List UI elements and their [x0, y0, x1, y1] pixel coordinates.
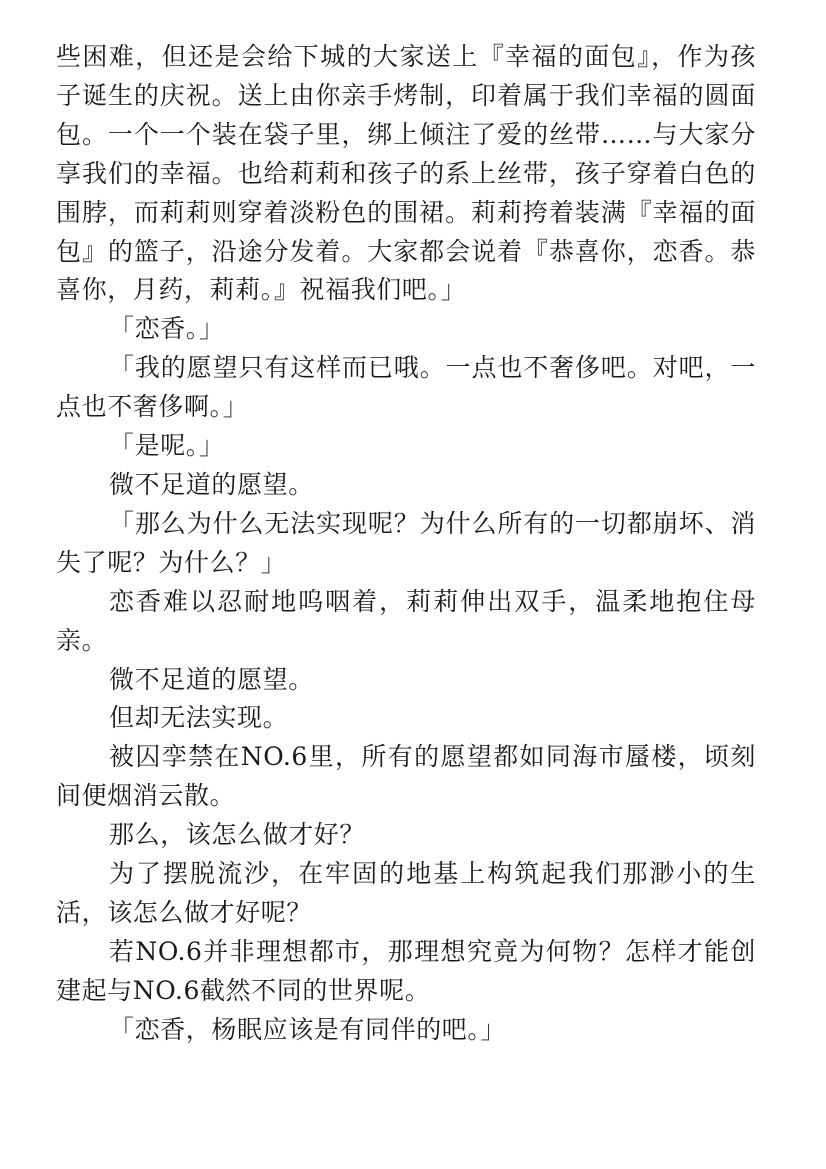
paragraph-5: 微不足道的愿望。 [109, 469, 314, 499]
paragraph-2: 「恋香。」 [109, 314, 225, 344]
paragraph-8: 微不足道的愿望。 [109, 664, 314, 694]
paragraph-3: 「我的愿望只有这样而已哦。一点也不奢侈吧。对吧，一点也不奢侈啊。」 [56, 353, 756, 422]
paragraph-4: 「是呢。」 [109, 431, 225, 461]
paragraph-13: 若NO.6并非理想都市，那理想究竟为何物？怎样才能创建起与NO.6截然不同的世界呢。 [56, 936, 756, 1005]
paragraph-14: 「恋香，杨眠应该是有同伴的吧。」 [109, 1014, 507, 1044]
paragraph-11: 那么，该怎么做才好？ [109, 820, 366, 850]
paragraph-7: 恋香难以忍耐地呜咽着，莉莉伸出双手，温柔地抱住母亲。 [56, 586, 756, 655]
paragraph-9: 但却无法实现。 [109, 703, 289, 733]
paragraph-6: 「那么为什么无法实现呢？为什么所有的一切都崩坏、消失了呢？为什么？」 [56, 508, 756, 577]
paragraph-12: 为了摆脱流沙，在牢固的地基上构筑起我们那渺小的生活，该怎么做才好呢？ [56, 859, 756, 927]
paragraph-10: 被囚孪禁在NO.6里，所有的愿望都如同海市蜃楼，顷刻间便烟消云散。 [56, 742, 756, 811]
paragraph-1: 些困难，但还是会给下城的大家送上『幸福的面包』，作为孩子诞生的庆祝。送上由你亲手烤制，印着属于我们幸福的圆面包。一个一个装在袋子里，绑上倾注了爱的丝带……与大家分享我们的幸福。也给莉莉和孩子的系上丝带，孩子穿着白色的围脖，而莉莉则穿着淡粉色的围裙。莉莉挎着装满『幸福的面包』的篮子，沿途分发着。大家都会说着『恭喜你，恋香。恭喜你，月药，莉莉。』祝福我们吧。」 [56, 42, 756, 305]
document-page [56, 38, 756, 1050]
